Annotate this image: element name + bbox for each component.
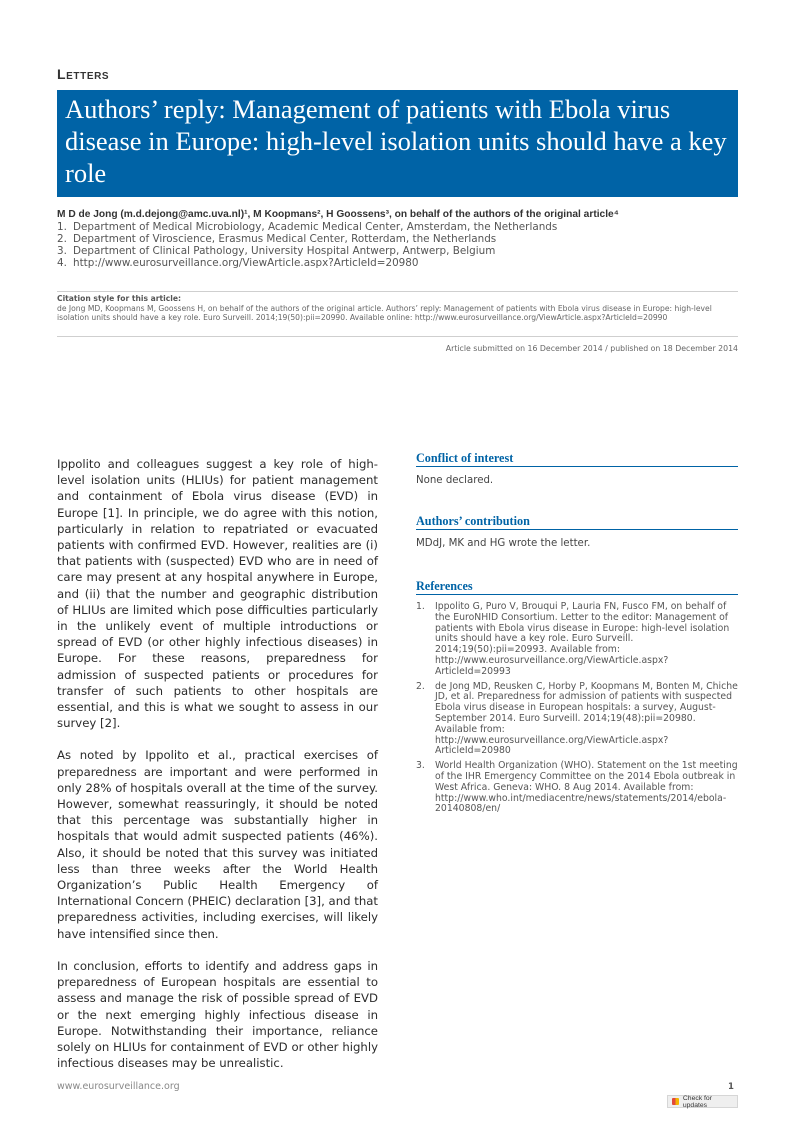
reference-number: 3.	[416, 760, 425, 772]
affiliation-item	[57, 257, 747, 269]
crossmark-icon	[672, 1098, 679, 1105]
reference-item	[416, 761, 738, 815]
section-label: Letters	[57, 66, 110, 82]
check-for-updates-button[interactable]	[667, 1095, 738, 1108]
article-title: Authors’ reply: Management of patients with Ebola virus disease in Europe: high-level isolation units should have a key role	[65, 94, 727, 188]
body-paragraph: Ippolito and colleagues suggest a key role of high-level isolation units (HLIUs) for patient management and containment of Ebola virus disease (EVD) in Europe [1]. In principle, we do agree with this notion, particularly in relation to repatriated or evacuated patients with confirmed EVD. However, realities are (i) that patients with (suspected) EVD who are in need of care may present at any hospital anywhere in Europe, and (ii) that the number and geographic distribution of HLIUs are limited which pose difficulties particularly in the unlikely event of multiple introductions or spread of EVD (or other highly infectious diseases) in Europe. For these reasons, preparedness for admission of suspected patients or procedures for transfer of such patients to other hospitals are essential, and this is what we sought to assess in our survey [2].	[57, 457, 378, 731]
check-for-updates-label: Check for updates	[682, 1094, 712, 1109]
contribution-text: MDdJ, MK and HG wrote the letter.	[416, 538, 591, 549]
submission-dates: Article submitted on 16 December 2014 / published on 18 December 2014	[57, 336, 738, 353]
reference-text: World Health Organization (WHO). Statement on the 1st meeting of the IHR Emergency Committee on the 2014 Ebola outbreak in West Africa. Geneva: WHO. 8 Aug 2014. Available from: http://www.who.int/mediacentre/news/statements/2014/ebola-20140808/en/	[435, 760, 738, 815]
contribution-heading: Authors’ contribution	[416, 514, 738, 530]
affiliation-item	[57, 245, 747, 257]
affiliation-text: Department of Medical Microbiology, Academic Medical Center, Amsterdam, the Netherlands	[73, 221, 558, 233]
title-banner	[57, 90, 738, 197]
affiliation-item	[57, 233, 747, 245]
footer-url-link[interactable]: www.eurosurveillance.org	[57, 1081, 180, 1092]
reference-text: Ippolito G, Puro V, Brouqui P, Lauria FN, Fusco FM, on behalf of the EuroNHID Consortium. Letter to the editor: Management of patients with Ebola virus disease in Europe: high-level isolation units should have a key role. Euro Surveill. 2014;19(50):pii=20993. Available from: http://www.eurosurveillance.org/ViewArticle.aspx?ArticleId=20993	[435, 601, 730, 677]
citation-label: Citation style for this article:	[57, 294, 182, 303]
affiliation-number: 1.	[57, 221, 67, 233]
reference-text: de Jong MD, Reusken C, Horby P, Koopmans M, Bonten M, Chiche JD, et al. Preparedness for admission of patients with suspected Ebola virus disease in European hospitals: a survey, August-September 2014. Euro Surveill. 2014;19(48):pii=20980. Available from: http://www.eurosurveillance.org/ViewArticle.aspx?ArticleId=20980	[435, 680, 738, 757]
body-paragraph: As noted by Ippolito et al., practical exercises of preparedness are important and were performed in only 28% of hospitals overall at the time of the survey. However, somewhat reassuringly, it should be noted that this percentage was substantially higher in hospitals that would admit suspected patients (46%). Also, it should be noted that this survey was initiated less than three weeks after the World Health Organization’s Public Health Emergency of International Concern (PHEIC) declaration [3], and that preparedness activities, including exercises, will likely have intensified since then.	[57, 748, 378, 941]
reference-number: 1.	[416, 601, 425, 612]
affiliation-text: Department of Clinical Pathology, University Hospital Antwerp, Antwerp, Belgium	[73, 245, 496, 257]
reference-list	[416, 602, 738, 815]
affiliation-list	[57, 221, 747, 269]
references-heading: References	[416, 579, 738, 595]
reference-number: 2.	[416, 680, 425, 692]
affiliation-number: 3.	[57, 245, 67, 257]
reference-item	[416, 682, 738, 758]
affiliation-number: 2.	[57, 233, 67, 245]
affiliation-text: Department of Viroscience, Erasmus Medical Center, Rotterdam, the Netherlands	[73, 233, 497, 245]
affiliation-link[interactable]: http://www.eurosurveillance.org/ViewArticle.aspx?ArticleId=20980	[73, 257, 419, 269]
author-line: M D de Jong (m.d.dejong@amc.uva.nl)¹, M Koopmans², H Goossens³, on behalf of the authors of the original article⁴	[57, 209, 619, 220]
citation-block	[57, 291, 738, 322]
affiliation-number: 4.	[57, 257, 67, 269]
reference-item	[416, 602, 738, 678]
conflict-heading: Conflict of interest	[416, 451, 738, 467]
affiliation-item	[57, 221, 747, 233]
citation-text: de Jong MD, Koopmans M, Goossens H, on behalf of the authors of the original article. Authors’ reply: Management of patients with Ebola virus disease in Europe: high-level isolation units should have a key role. Euro Surveill. 2014;19(50):pii=20990. Available online: http://www.eurosurveillance.org/ViewArticle.aspx?ArticleId=20990	[57, 304, 712, 323]
sidebar-column	[416, 451, 738, 819]
body-paragraph: In conclusion, efforts to identify and address gaps in preparedness of European hospitals are essential to assess and manage the risk of possible spread of EVD or the next emerging highly infectious disease in Europe. Notwithstanding their importance, reliance solely on HLIUs for containment of EVD or other highly infectious diseases may be unrealistic.	[57, 958, 378, 1071]
page-number: 1	[728, 1082, 734, 1092]
conflict-text: None declared.	[416, 475, 494, 486]
article-body	[57, 456, 378, 1087]
